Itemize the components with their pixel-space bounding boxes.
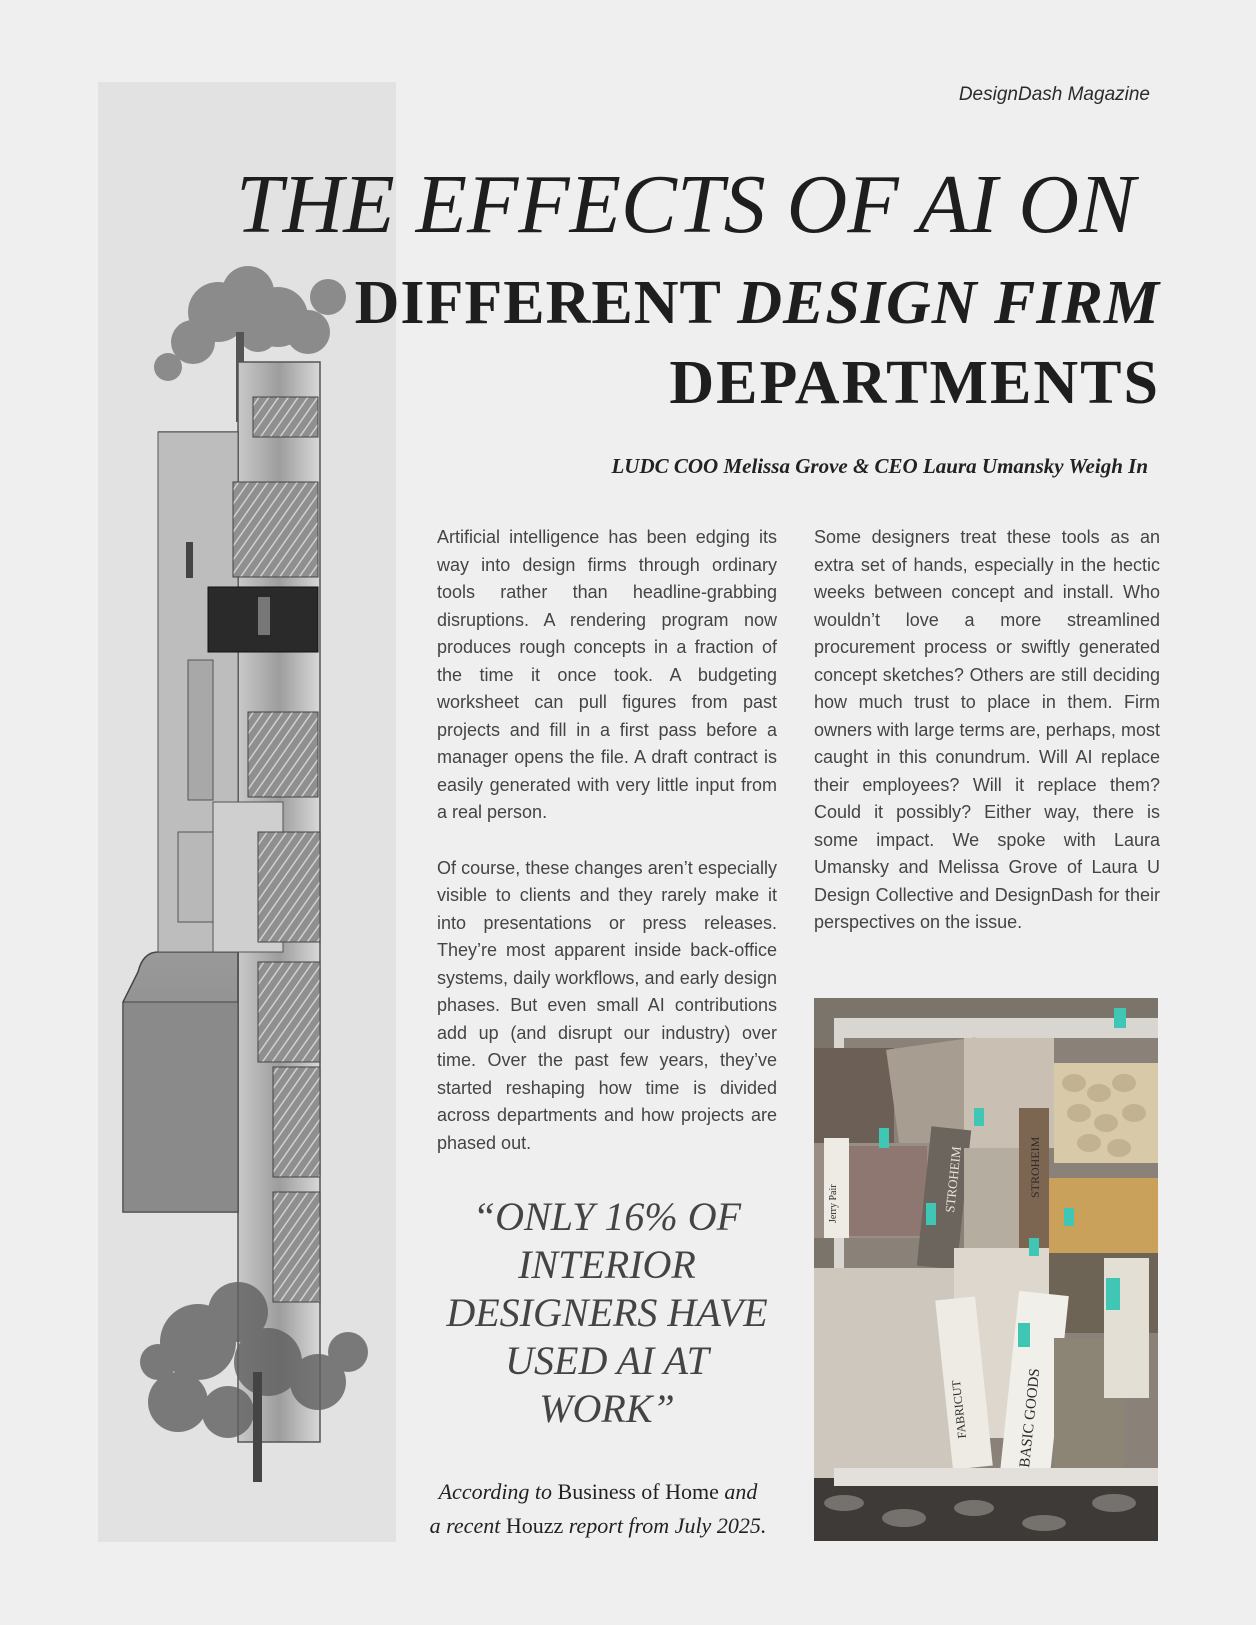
fabric-swatches-photo bbox=[814, 998, 1158, 1541]
body-paragraph: Artificial intelligence has been edging its way into design firms through ordinary tools rather than headline-grabbing disruptions. A rendering program now produces rough concepts in a fraction of the time it once took. A budgeting worksheet can pull figures from past projects and fill in a first pass before a manager opens the file. A draft contract is easily generated with very little input from a real person. bbox=[437, 527, 777, 822]
swatches-illustration bbox=[814, 998, 1158, 1541]
headline-line-2 bbox=[330, 269, 1160, 337]
headline-line-2-italic: DESIGN FIRM bbox=[737, 269, 1160, 337]
body-column-left bbox=[437, 524, 777, 1185]
body-paragraph: Of course, these changes aren’t especially visible to clients and they rarely make it into presentations or press releases. They’re most apparent inside back-office systems, daily workflows, and early design phases. But even small AI contributions add up (and disrupt our industry) over time. Over the past few years, they’ve started reshaping how time is divided across departments and how projects are phased out. bbox=[437, 857, 777, 1153]
body-column-right bbox=[814, 524, 1160, 965]
source-publication: Houzz bbox=[505, 1513, 564, 1538]
headline-line-2-plain: DIFFERENT bbox=[354, 269, 738, 337]
source-text: According to bbox=[438, 1479, 558, 1504]
body-paragraph: Some designers treat these tools as an extra set of hands, especially in the hectic weeks between concept and install. Who wouldn’t love a more streamlined procurement process or swiftly generated concept sketches? Others are still deciding how much trust to place in them. Firm owners with large terms are, perhaps, most caught in this conundrum. Will AI replace their employees? Will it replace them? Could it possibly? Either way, there is some impact. We spoke with Laura Umansky and Melissa Grove of Laura U Design Collective and DesignDash for their perspectives on the issue. bbox=[814, 527, 1160, 932]
quote-source bbox=[418, 1475, 778, 1543]
source-publication: Business of Home bbox=[557, 1479, 719, 1504]
swatch-label-jerry-pair: Jerry Pair bbox=[828, 1184, 839, 1223]
swatch-label-stroheim-2: STROHEIM bbox=[1028, 1136, 1042, 1198]
swatch-label-basic-goods: BASIC GOODS bbox=[1017, 1367, 1044, 1469]
swatch-label-fabricut: FABRICUT bbox=[948, 1379, 969, 1440]
pull-quote: “ONLY 16% OF INTERIOR DESIGNERS HAVE USED AI AT WORK” bbox=[446, 1194, 768, 1431]
article-byline: LUDC COO Melissa Grove & CEO Laura Umansky Weigh In bbox=[611, 454, 1148, 478]
source-text: report from July 2025. bbox=[563, 1513, 767, 1538]
swatch-label-stroheim-1: STROHEIM bbox=[942, 1145, 964, 1214]
magazine-name: DesignDash Magazine bbox=[958, 84, 1150, 105]
headline-line-3: DEPARTMENTS bbox=[669, 349, 1160, 417]
headline-line-1: THE EFFECTS OF AI ON bbox=[236, 158, 1136, 251]
source-text: and bbox=[718, 1479, 758, 1504]
source-text: a recent bbox=[429, 1513, 506, 1538]
